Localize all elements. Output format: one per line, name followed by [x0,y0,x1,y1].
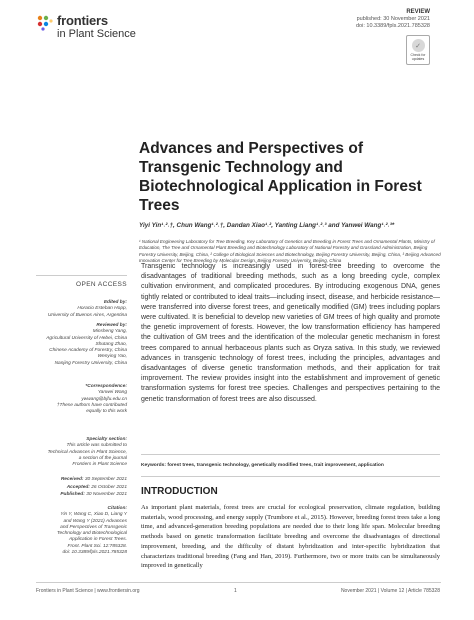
accepted-label: Accepted: [66,484,90,490]
footer-journal-link[interactable]: Frontiers in Plant Science | www.frontiersin.org [36,588,140,594]
open-access-label: OPEN ACCESS [76,281,127,288]
keywords [141,463,440,468]
reviewed-by-heading: Reviewed by: [96,323,127,328]
check-updates-icon: ✓ [412,39,425,52]
footer-meta: November 2021 | Volume 12 | Article 785328 [340,588,440,594]
section-heading: INTRODUCTION [141,486,218,497]
citation-heading: Citation: [107,506,127,511]
keywords-label: Keywords: [141,463,167,468]
frontiers-logo-icon [36,14,54,32]
check-updates-label: Check for updates [410,53,426,61]
dates-block [36,476,127,499]
body-text: As important plant materials, forest trees are crucial for ecological preservation, climate regulation, building materials, wood processing, and energy supply (Trumbore et al., 2015). However, breeding forest trees take a long time, and advanced-generation breeding populations are needed due to their long life span. Molecular breeding methods based on genetic transformation facilitate breeding and overcome the disadvantages of directional improvement, breeding, and the difficulty of distant hybridization and inter-specific hybridization that characterizes traditional breeding (Fang and Han, 2019). Furthermore, two or more traits can be simultaneously improved in genetically [141,504,440,570]
author-list[interactable]: Yiyi Yin¹˒²˒†, Chun Wang¹˒²˒†, Dandan Xiao¹˒², Yanting Liang¹˒²˒³ and Yanwei Wang¹˒²˒³* [139,222,395,229]
citation-block [36,506,127,556]
edited-by-heading: Edited by: [103,300,127,305]
accepted-date: 26 October 2021 [91,484,127,490]
affiliations: ¹ National Engineering Laboratory for Tree Breeding, Key Laboratory of Genetics and Breeding in Forest Trees and Ornamental Plants, Ministry of Education, The Tree and Ornamental Plant Breeding and Biotechnology Laboratory of National Forestry and Grassland Administration, Beijing Forestry University, Beijing, China, ² College of Biological Sciences and Biotechnology, Beijing Forestry University, Beijing, China, ³ Beijing Advanced Innovation Center for Tree Breeding by Molecular Design, Beijing Forestry University, Beijing, China [139,239,441,263]
divider [36,582,441,583]
article-type: REVIEW [406,9,430,15]
doi-link[interactable]: doi: 10.3389/fpls.2021.785328 [355,23,430,29]
divider [36,275,127,276]
specialty-text: This article was submitted to Technical Advances in Plant Science, a section of the journal Frontiers in Plant Science [47,443,127,468]
correspondence-block [36,384,127,415]
specialty-section-block [36,437,127,468]
divider [141,454,440,455]
correspondence-heading: *Correspondence: [85,384,127,389]
specialty-heading: Specialty section: [86,437,127,442]
divider [141,476,440,477]
published-label: Published: [60,492,85,497]
article-title: Advances and Perspectives of Transgenic Technology and Biotechnological Application in Forest Trees [139,140,422,214]
keywords-list: forest trees, transgenic technology, genetically modified trees, trait improvement, application [167,463,384,468]
correspondence-email[interactable]: Yanwei Wang ywwang@bjfu.edu.cn [81,390,127,402]
check-updates-button[interactable] [406,35,430,65]
equal-contribution-note: †These authors have contributed equally to this work [56,402,127,415]
page-number: 1 [234,588,237,594]
abstract: Transgenic technology is increasingly used in forest-tree breeding to overcome the disadvantages of traditional breeding methods, such as a long breeding cycle, complex cultivation environment, and complicated procedures. By introducing exogenous DNA, genes tightly related or contributed to ideal traits—including insect, disease, and herbicide resistance—were transferred into diverse forest trees, and genetically modified (GM) trees including poplars were cultivated. It is beneficial to develop new varieties of GM trees of high quality and promote the genetic improvement of forests. However, the low transformation efficiency has hampered the cultivation of GM trees and the identification of the molecular genetic mechanism in forest trees compared to annual herbaceous plants such as Oryza sativa. In this study, we reviewed advances in transgenic technology of forest trees, including the principles, advantages and disadvantages of diverse genetic transformation methods, and their application for trait improvement. The review provides insight into the establishment and improvement of genetic transformation systems for forest tree species. Challenges and perspectives pertaining to the genetic transformation of forest trees are also discussed. [141,263,440,403]
citation-text: Yin Y, Wang C, Xiao D, Liang Y and Wang Y (2021) Advances and Perspectives of Transgenic Technology and Biotechnological Application in Forest Trees. Front. Plant Sci. 12:785328. doi: 10.3389/fpls.2021.785328 [57,512,127,556]
received-label: Received: [60,477,84,482]
journal-name: in Plant Science [57,28,136,40]
edited-by-block [36,300,127,319]
publication-date: published: 30 November 2021 [356,16,430,22]
received-date: 30 September 2021 [84,477,127,482]
brand-name: frontiers [57,13,108,28]
editor-name: Horacio Esteban Hopp, University of Buenos Aires, Argentina [47,306,127,318]
published-date: 30 November 2021 [86,492,127,497]
reviewed-by-block [36,323,127,367]
reviewer-list: Minsheng Yang, Agricultural University of Hebei, China Shutang Zhao, Chinese Academy of Forestry, China Wenying Yao, Nanjing Forestry University, China [46,329,127,366]
